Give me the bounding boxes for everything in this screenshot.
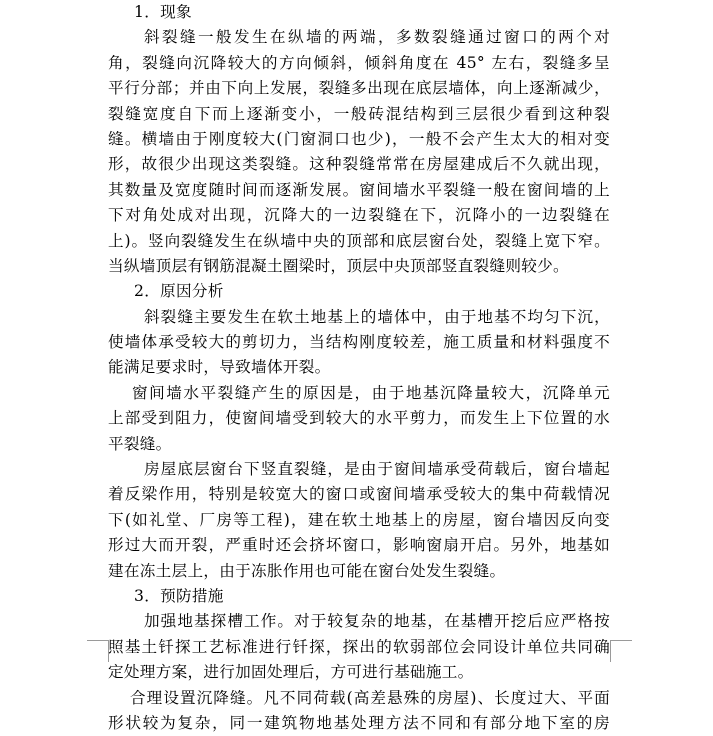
section-heading-phenomenon: 1．现象	[134, 3, 192, 21]
paragraph-line: 建在冻土层上，由于冻胀作用也可能在窗台处发生裂缝。	[108, 561, 506, 580]
paragraph-line: 使墙体承受较大的剪切力，当结构刚度较差，施工质量和材料强度不	[108, 333, 610, 352]
paragraph-line: 形状较为复杂，同一建筑物地基处理方法不同和有部分地下室的房	[108, 713, 610, 732]
paragraph-line: 能满足要求时，导致墙体开裂。	[108, 358, 331, 377]
paragraph-line: 合理设置沉降缝。凡不同荷载(高差悬殊的房屋)、长度过大、平面	[130, 688, 610, 707]
paragraph-line: 平裂缝。	[108, 434, 172, 453]
paragraph-line: 斜裂缝一般发生在纵墙的两端，多数裂缝通过窗口的两个对	[144, 28, 610, 47]
paragraph-line: 裂缝宽度自下而上逐渐变小，一般砖混结构到三层很少看到这种裂	[108, 104, 610, 123]
paragraph-line: 上部受到阻力，使窗间墙受到较大的水平剪力，而发生上下位置的水	[108, 409, 610, 428]
paragraph-line: 斜裂缝主要发生在软土地基上的墙体中，由于地基不均匀下沉，	[144, 307, 610, 326]
paragraph-line: 定处理方案，进行加固处理后，方可进行基础施工。	[108, 663, 474, 682]
paragraph-line: 形，故很少出现这类裂缝。这种裂缝常常在房屋建成后不久就出现，	[108, 155, 610, 174]
paragraph-line: 当纵墙顶层有钢筋混凝土圈梁时，顶层中央顶部竖直裂缝则较少。	[108, 256, 569, 275]
paragraph-line: 平行分部；并由下向上发展，裂缝多出现在底层墙体，向上逐渐减少，	[108, 79, 610, 98]
paragraph-line: 下对角处成对出现，沉降大的一边裂缝在下，沉降小的一边裂缝在	[108, 206, 610, 225]
paragraph-line: 形过大而开裂，严重时还会挤坏窗口，影响窗扇开启。另外，地基如	[108, 536, 610, 555]
section-heading-cause-analysis: 2．原因分析	[134, 282, 224, 301]
paragraph-line: 角，裂缝向沉降较大的方向倾斜，倾斜角度在 45° 左右，裂缝多呈	[108, 53, 610, 72]
paragraph-line: 下(如礼堂、厂房等工程)，建在软土地基上的房屋，窗台墙因反向变	[108, 510, 610, 529]
paragraph-line: 其数量及宽度随时间而逐渐发展。窗间墙水平裂缝一般在窗间墙的上	[108, 180, 610, 199]
paragraph-line: 缝。横墙由于刚度较大(门窗洞口也少)，一般不会产生太大的相对变	[108, 129, 610, 148]
paragraph-line: 窗间墙水平裂缝产生的原因是，由于地基沉降量较大，沉降单元	[132, 383, 610, 402]
section-heading-prevention: 3．预防措施	[134, 586, 224, 605]
document-body	[108, 0, 610, 736]
paragraph-line: 上)。竖向裂缝发生在纵墙中央的顶部和底层窗台处，裂缝上宽下窄。	[108, 231, 610, 250]
paragraph-line: 着反梁作用，特别是较宽大的窗口或窗间墙承受较大的集中荷载情况	[108, 485, 610, 504]
paragraph-line: 照基土钎探工艺标准进行钎探，探出的软弱部位会同设计单位共同确	[108, 637, 610, 656]
paragraph-line: 房屋底层窗台下竖直裂缝，是由于窗间墙承受荷载后，窗台墙起	[144, 460, 610, 479]
paragraph-line: 加强地基探槽工作。对于较复杂的地基，在基槽开挖后应严格按	[144, 612, 610, 631]
page-margin-corner-left	[87, 640, 109, 662]
page-margin-corner-right	[610, 640, 632, 662]
